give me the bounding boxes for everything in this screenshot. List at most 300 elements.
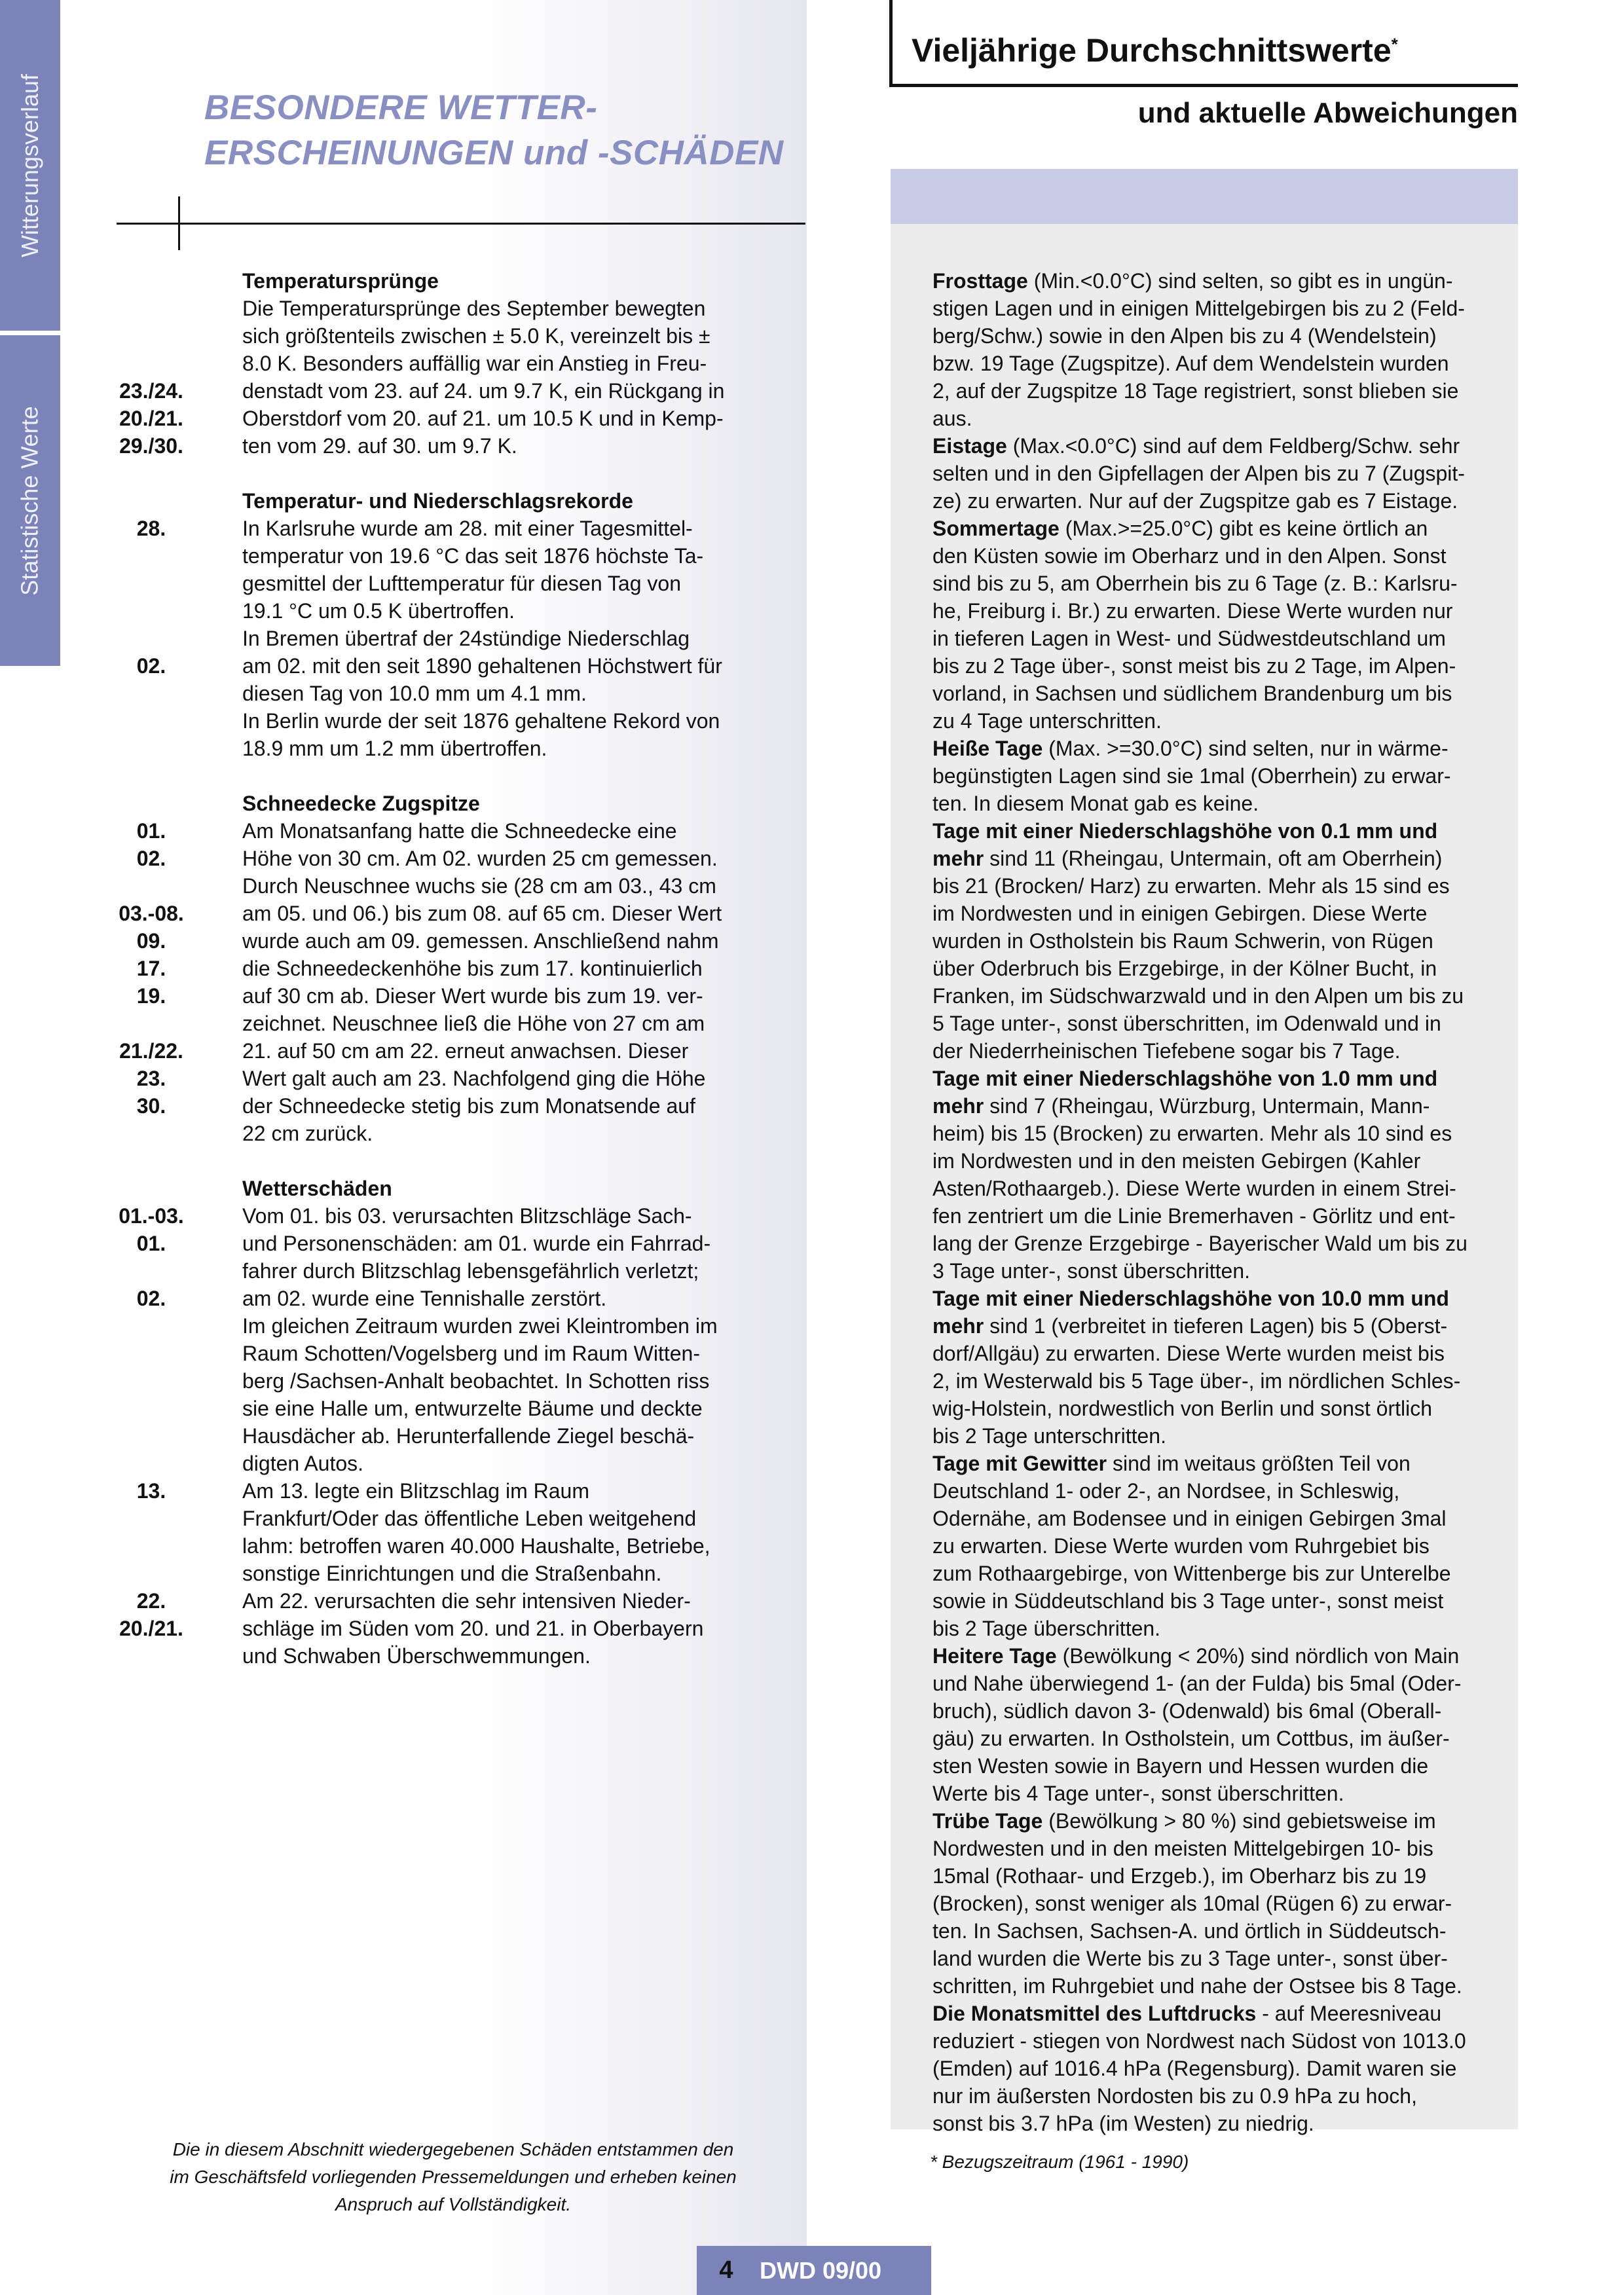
text-line xyxy=(115,1230,737,1257)
subsection-heading xyxy=(115,1175,737,1202)
line-text: bzw. 19 Tage (Zugspitze). Auf dem Wendelstein wurden xyxy=(932,352,1449,375)
side-tab-divider xyxy=(0,331,60,335)
date-label xyxy=(115,460,187,487)
date-label: 19. xyxy=(136,984,166,1008)
line-text: auf 30 cm ab. Dieser Wert wurde bis zum 19. ver- xyxy=(242,984,703,1008)
line-text: den Küsten sowie im Oberharz und in den Alpen. Sonst xyxy=(932,544,1447,568)
section-heading xyxy=(204,85,784,175)
line-text: dorf/Allgäu) zu erwarten. Diese Werte wurden meist bis xyxy=(932,1342,1445,1365)
date-label xyxy=(115,1010,187,1037)
text-line xyxy=(115,405,737,432)
subsection-heading xyxy=(115,487,737,515)
text-line xyxy=(932,1092,1509,1120)
text-line xyxy=(932,1560,1509,1587)
text-line xyxy=(932,1945,1509,1972)
page-number: 4 xyxy=(719,2256,733,2284)
text-line xyxy=(115,542,737,570)
text-line xyxy=(932,900,1509,927)
term-label: Tage mit einer Niederschlagshöhe von 10.0 mm und xyxy=(932,1287,1449,1310)
text-line xyxy=(115,817,737,845)
line-text: fen zentriert um die Linie Bremerhaven - Görlitz und ent- xyxy=(932,1204,1456,1228)
line-text: land wurden die Werte bis zu 3 Tage unter-, sonst über- xyxy=(932,1947,1448,1970)
line-text: gesmittel der Lufttemperatur für diesen Tag von xyxy=(242,572,681,595)
line-text: Schneedecke Zugspitze xyxy=(242,792,480,815)
text-line xyxy=(115,652,737,680)
date-label xyxy=(115,322,187,350)
line-text: zum Rothaargebirge, von Wittenberge bis zur Unterelbe xyxy=(932,1562,1451,1585)
term-label: Die Monatsmittel des Luftdrucks xyxy=(932,2002,1257,2025)
line-text: und Schwaben Überschwemmungen. xyxy=(242,1644,591,1668)
date-label xyxy=(115,1505,187,1532)
text-line xyxy=(932,735,1509,762)
line-text: wig-Holstein, nordwestlich von Berlin und sonst örtlich xyxy=(932,1397,1433,1420)
text-line xyxy=(115,322,737,350)
text-line xyxy=(115,707,737,735)
line-text: sind 1 (verbreitet in tieferen Lagen) bis 5 (Oberst- xyxy=(984,1314,1448,1338)
text-line xyxy=(932,1890,1509,1917)
term-label: Heitere Tage xyxy=(932,1644,1057,1668)
line-text xyxy=(187,1147,248,1175)
date-label: 20./21. xyxy=(119,1617,183,1640)
text-line xyxy=(932,1477,1509,1505)
text-line xyxy=(932,350,1509,377)
text-line xyxy=(932,1395,1509,1422)
text-line xyxy=(932,405,1509,432)
date-label xyxy=(115,1312,187,1340)
text-line xyxy=(115,625,737,652)
line-text: Deutschland 1- oder 2-, an Nordsee, in Schleswig, xyxy=(932,1479,1400,1503)
title-footnote-mark: * xyxy=(1391,34,1398,54)
page-title: Vieljährige Durchschnittswerte* xyxy=(912,32,1398,69)
text-line xyxy=(932,1780,1509,1807)
line-text: 2, im Westerwald bis 5 Tage über-, im nördlichen Schles- xyxy=(932,1369,1461,1393)
line-text: sten Westen sowie in Bayern und Hessen wurden die xyxy=(932,1754,1429,1778)
term-label: mehr xyxy=(932,847,984,870)
line-text: 18.9 mm um 1.2 mm übertroffen. xyxy=(242,737,547,760)
text-line xyxy=(115,1615,737,1642)
date-label xyxy=(115,1642,187,1670)
line-text: (Bewölkung < 20%) sind nördlich von Main xyxy=(1056,1644,1460,1668)
line-text: - auf Meeresniveau xyxy=(1256,2002,1442,2025)
text-line xyxy=(932,432,1509,460)
line-text: der Schneedecke stetig bis zum Monatsende auf xyxy=(242,1094,695,1118)
line-text: (Max. >=30.0°C) sind selten, nur in wärme- xyxy=(1043,737,1449,760)
text-line xyxy=(932,2027,1509,2055)
reference-period-note: * Bezugszeitraum (1961 - 1990) xyxy=(930,2152,1189,2172)
line-text: Oberstdorf vom 20. auf 21. um 10.5 K und in Kemp- xyxy=(242,407,724,430)
date-label xyxy=(115,267,187,295)
line-text: (Emden) auf 1016.4 hPa (Regensburg). Damit waren sie xyxy=(932,2057,1457,2080)
text-line xyxy=(932,872,1509,900)
line-text: Franken, im Südschwarzwald und in den Alpen um bis zu xyxy=(932,984,1464,1008)
note-line: im Geschäftsfeld vorliegenden Pressemeldungen und erheben keinen xyxy=(170,2167,737,2187)
text-line xyxy=(932,680,1509,707)
date-label xyxy=(115,1422,187,1450)
date-label: 20./21. xyxy=(119,407,183,430)
text-line xyxy=(932,1615,1509,1642)
text-line xyxy=(115,1285,737,1312)
line-text xyxy=(187,460,248,487)
term-label: Tage mit einer Niederschlagshöhe von 0.1 mm und xyxy=(932,819,1438,843)
line-text: (Brocken), sonst weniger als 10mal (Rügen 6) zu erwar- xyxy=(932,1892,1452,1915)
note-line: Anspruch auf Vollständigkeit. xyxy=(335,2194,572,2214)
line-text: Frankfurt/Oder das öffentliche Leben weitgehend xyxy=(242,1507,697,1530)
date-label: 09. xyxy=(136,929,166,953)
date-label: 23. xyxy=(136,1067,166,1090)
text-line xyxy=(932,1037,1509,1065)
line-text: vorland, in Sachsen und südlichem Brandenburg um bis xyxy=(932,682,1452,705)
section-heading-line-2: ERSCHEINUNGEN und -SCHÄDEN xyxy=(204,134,784,172)
line-text: Höhe von 30 cm. Am 02. wurden 25 cm gemessen. xyxy=(242,847,718,870)
date-label xyxy=(115,790,187,817)
line-text: 5 Tage unter-, sonst überschritten, im Odenwald und in xyxy=(932,1012,1441,1035)
line-text: Am 13. legte ein Blitzschlag im Raum xyxy=(242,1479,589,1503)
text-line xyxy=(115,377,737,405)
date-label xyxy=(115,1340,187,1367)
side-tab-label-1: Witterungsverlauf xyxy=(16,73,44,257)
line-text: In Karlsruhe wurde am 28. mit einer Tagesmittel- xyxy=(242,517,693,540)
text-line xyxy=(932,460,1509,487)
line-text: Temperatur- und Niederschlagsrekorde xyxy=(242,489,633,513)
line-text: aus. xyxy=(932,407,972,430)
line-text: ten. In diesem Monat gab es keine. xyxy=(932,792,1259,815)
text-line xyxy=(932,1312,1509,1340)
header-band xyxy=(891,169,1518,224)
weather-events-column xyxy=(115,267,737,1670)
line-text: Wert galt auch am 23. Nachfolgend ging die Höhe xyxy=(242,1067,706,1090)
text-line xyxy=(932,1587,1509,1615)
term-label: Frosttage xyxy=(932,269,1028,293)
line-text: temperatur von 19.6 °C das seit 1876 höchste Ta- xyxy=(242,544,704,568)
date-label xyxy=(115,1120,187,1147)
text-line xyxy=(115,927,737,955)
text-line xyxy=(115,1587,737,1615)
text-line xyxy=(115,1532,737,1560)
line-text: Die Temperatursprünge des September bewegten xyxy=(242,297,706,320)
text-line xyxy=(932,2082,1509,2110)
date-label xyxy=(115,707,187,735)
text-line xyxy=(115,1560,737,1587)
line-text: Am 22. verursachten die sehr intensiven Nieder- xyxy=(242,1589,691,1613)
publication-label: DWD 09/00 xyxy=(760,2256,882,2284)
line-text: 21. auf 50 cm am 22. erneut anwachsen. Dieser xyxy=(242,1039,689,1063)
date-label xyxy=(115,542,187,570)
line-text: 3 Tage unter-, sonst überschritten. xyxy=(932,1259,1251,1283)
line-text: am 02. wurde eine Tennishalle zerstört. xyxy=(242,1287,607,1310)
line-text: selten und in den Gipfellagen der Alpen bis zu 7 (Zugspit- xyxy=(932,462,1465,485)
text-line xyxy=(115,515,737,542)
text-line xyxy=(115,570,737,597)
text-line xyxy=(932,1422,1509,1450)
line-text: sonst bis 3.7 hPa (im Westen) zu niedrig. xyxy=(932,2112,1314,2135)
line-text: Nordwesten und in den meisten Mittelgebirgen 10- bis xyxy=(932,1837,1433,1860)
term-label: mehr xyxy=(932,1094,984,1118)
text-line xyxy=(932,487,1509,515)
line-text: he, Freiburg i. Br.) zu erwarten. Diese Werte wurden nur xyxy=(932,599,1453,623)
line-text: berg/Schw.) sowie in den Alpen bis zu 4 (Wendelstein) xyxy=(932,324,1437,348)
date-label xyxy=(115,1367,187,1395)
line-text: Temperatursprünge xyxy=(242,269,439,293)
term-label: Sommertage xyxy=(932,517,1060,540)
line-text: Am Monatsanfang hatte die Schneedecke eine xyxy=(242,819,677,843)
date-label xyxy=(115,1257,187,1285)
text-line xyxy=(932,817,1509,845)
line-text: Werte bis 4 Tage unter-, sonst überschritten. xyxy=(932,1782,1344,1805)
text-line xyxy=(115,350,737,377)
text-line xyxy=(115,762,737,790)
text-line xyxy=(115,1422,737,1450)
term-label: Heiße Tage xyxy=(932,737,1043,760)
line-text: reduziert - stiegen von Nordwest nach Südost von 1013.0 xyxy=(932,2029,1466,2053)
text-line xyxy=(932,955,1509,982)
text-line xyxy=(932,1642,1509,1670)
text-line xyxy=(932,982,1509,1010)
line-text: digten Autos. xyxy=(242,1452,364,1475)
text-line xyxy=(115,1065,737,1092)
line-text: am 02. mit den seit 1890 gehaltenen Höchstwert für xyxy=(242,654,722,678)
line-text: Hausdächer ab. Herunterfallende Ziegel beschä- xyxy=(242,1424,695,1448)
text-line xyxy=(932,377,1509,405)
text-line xyxy=(115,1450,737,1477)
text-line xyxy=(932,927,1509,955)
text-line xyxy=(115,1037,737,1065)
date-label xyxy=(115,1147,187,1175)
line-text: diesen Tag von 10.0 mm um 4.1 mm. xyxy=(242,682,587,705)
date-label: 22. xyxy=(136,1589,166,1613)
line-text: ten vom 29. auf 30. um 9.7 K. xyxy=(242,434,517,458)
line-text: heim) bis 15 (Brocken) zu erwarten. Mehr als 10 sind es xyxy=(932,1122,1452,1145)
text-line xyxy=(115,1120,737,1147)
text-line xyxy=(115,982,737,1010)
term-label: Tage mit einer Niederschlagshöhe von 1.0 mm und xyxy=(932,1067,1438,1090)
line-text: am 05. und 06.) bis zum 08. auf 65 cm. Dieser Wert xyxy=(242,902,722,925)
line-text: 2, auf der Zugspitze 18 Tage registriert, sonst blieben sie xyxy=(932,379,1459,403)
line-text: bis zu 2 Tage über-, sonst meist bis zu 2 Tage, im Alpen- xyxy=(932,654,1456,678)
text-line xyxy=(115,845,737,872)
text-line xyxy=(932,2055,1509,2082)
line-text: bis 21 (Brocken/ Harz) zu erwarten. Mehr als 15 sind es xyxy=(932,874,1450,898)
subsection-heading xyxy=(115,790,737,817)
line-text: ze) zu erwarten. Nur auf der Zugspitze gab es 7 Eistage. xyxy=(932,489,1458,513)
date-label xyxy=(115,295,187,322)
line-text: (Max.>=25.0°C) gibt es keine örtlich an xyxy=(1059,517,1428,540)
text-line xyxy=(932,1697,1509,1725)
line-text: zu erwarten. Diese Werte wurden vom Ruhrgebiet bis xyxy=(932,1534,1430,1558)
text-line xyxy=(932,652,1509,680)
line-text: wurde auch am 09. gemessen. Anschließend nahm xyxy=(242,929,719,953)
text-line xyxy=(115,1395,737,1422)
text-line xyxy=(115,900,737,927)
text-line xyxy=(115,872,737,900)
title-frame-bottom xyxy=(889,84,1518,87)
date-label xyxy=(115,735,187,762)
line-text: sie eine Halle um, entwurzelte Bäume und deckte xyxy=(242,1397,703,1420)
text-line xyxy=(932,1175,1509,1202)
term-label: mehr xyxy=(932,1314,984,1338)
text-line xyxy=(932,1285,1509,1312)
line-text: über Oderbruch bis Erzgebirge, in der Kölner Bucht, in xyxy=(932,957,1437,980)
line-text: Wetterschäden xyxy=(242,1177,392,1200)
line-text: bruch), südlich davon 3- (Odenwald) bis 6mal (Oberall- xyxy=(932,1699,1442,1723)
section-heading-line-1: BESONDERE WETTER- xyxy=(204,88,598,127)
line-text: stigen Lagen und in einigen Mittelgebirgen bis zu 2 (Feld- xyxy=(932,297,1465,320)
line-text: und Personenschäden: am 01. wurde ein Fahrrad- xyxy=(242,1232,711,1255)
date-label: 21./22. xyxy=(119,1039,183,1063)
text-line xyxy=(115,1147,737,1175)
text-line xyxy=(115,955,737,982)
date-label xyxy=(115,487,187,515)
text-line xyxy=(932,2000,1509,2027)
date-label xyxy=(115,1175,187,1202)
text-line xyxy=(115,1367,737,1395)
line-text: fahrer durch Blitzschlag lebensgefährlich verletzt; xyxy=(242,1259,699,1283)
line-text: und Nahe überwiegend 1- (an der Fulda) bis 5mal (Oder- xyxy=(932,1672,1462,1695)
text-line xyxy=(932,1340,1509,1367)
line-text: schritten, im Ruhrgebiet und nahe der Ostsee bis 8 Tage. xyxy=(932,1974,1462,1998)
line-text: Raum Schotten/Vogelsberg und im Raum Witten- xyxy=(242,1342,700,1365)
text-line xyxy=(115,1010,737,1037)
text-line xyxy=(115,680,737,707)
text-line xyxy=(932,322,1509,350)
title-frame-left xyxy=(889,0,893,87)
date-label: 01. xyxy=(136,1232,166,1255)
text-line xyxy=(932,597,1509,625)
text-line xyxy=(115,295,737,322)
line-text: lang der Grenze Erzgebirge - Bayerischer Wald um bis zu xyxy=(932,1232,1467,1255)
date-label: 03.-08. xyxy=(119,902,184,925)
text-line xyxy=(932,625,1509,652)
text-line xyxy=(932,1147,1509,1175)
text-line xyxy=(115,460,737,487)
line-text: 22 cm zurück. xyxy=(242,1122,373,1145)
text-line xyxy=(932,1972,1509,2000)
line-text: sind bis zu 5, am Oberrhein bis zu 6 Tage (z. B.: Karlsru- xyxy=(932,572,1458,595)
text-line xyxy=(932,542,1509,570)
subsection-heading xyxy=(115,267,737,295)
text-line xyxy=(932,762,1509,790)
line-text: (Min.<0.0°C) sind selten, so gibt es in ungün- xyxy=(1027,269,1453,293)
line-text: sind 7 (Rheingau, Würzburg, Untermain, Mann- xyxy=(984,1094,1430,1118)
text-line xyxy=(932,1257,1509,1285)
date-label: 01.-03. xyxy=(119,1204,184,1228)
text-line xyxy=(932,1230,1509,1257)
line-text: Odernähe, am Bodensee und in einigen Gebirgen 3mal xyxy=(932,1507,1447,1530)
text-line xyxy=(932,267,1509,295)
line-text: zeichnet. Neuschnee ließ die Höhe von 27 cm am xyxy=(242,1012,705,1035)
text-line xyxy=(932,845,1509,872)
date-label xyxy=(115,1395,187,1422)
line-text: (Bewölkung > 80 %) sind gebietsweise im xyxy=(1043,1809,1436,1833)
text-line xyxy=(932,1752,1509,1780)
text-line xyxy=(932,570,1509,597)
line-text: sowie in Süddeutschland bis 3 Tage unter-, sonst meist xyxy=(932,1589,1444,1613)
line-text: im Nordwesten und in den meisten Gebirgen (Kahler xyxy=(932,1149,1421,1173)
text-line xyxy=(932,295,1509,322)
date-label: 02. xyxy=(136,847,166,870)
date-label xyxy=(115,625,187,652)
line-text: Vom 01. bis 03. verursachten Blitzschläge Sach- xyxy=(242,1204,692,1228)
date-label xyxy=(115,597,187,625)
line-text: in tieferen Lagen in West- und Südwestdeutschland um xyxy=(932,627,1446,650)
text-line xyxy=(115,432,737,460)
line-text: bis 2 Tage überschritten. xyxy=(932,1617,1161,1640)
date-label xyxy=(115,570,187,597)
term-label: Eistage xyxy=(932,434,1007,458)
text-line xyxy=(115,735,737,762)
line-text: gäu) zu erwarten. In Ostholstein, um Cottbus, im äußer- xyxy=(932,1727,1450,1750)
line-text xyxy=(187,762,248,790)
damage-source-note xyxy=(152,2136,754,2218)
heading-rule-tick xyxy=(178,196,180,250)
term-label: Tage mit Gewitter xyxy=(932,1452,1107,1475)
text-line xyxy=(115,1202,737,1230)
text-line xyxy=(932,1835,1509,1862)
date-label: 02. xyxy=(136,1287,166,1310)
date-label: 13. xyxy=(136,1479,166,1503)
line-text: sonstige Einrichtungen und die Straßenbahn. xyxy=(242,1562,662,1585)
text-line xyxy=(932,1917,1509,1945)
line-text: 8.0 K. Besonders auffällig war ein Anstieg in Freu- xyxy=(242,352,707,375)
page-subtitle: und aktuelle Abweichungen xyxy=(1137,97,1518,129)
date-label xyxy=(115,1450,187,1477)
page-footer xyxy=(697,2246,931,2295)
line-text: begünstigten Lagen sind sie 1mal (Oberrhein) zu erwar- xyxy=(932,764,1451,788)
line-text: wurden in Ostholstein bis Raum Schwerin, von Rügen xyxy=(932,929,1433,953)
line-text: ten. In Sachsen, Sachsen-A. und örtlich in Süddeutsch- xyxy=(932,1919,1447,1943)
line-text: bis 2 Tage unterschritten. xyxy=(932,1424,1166,1448)
line-text: In Berlin wurde der seit 1876 gehaltene Rekord von xyxy=(242,709,720,733)
date-label xyxy=(115,350,187,377)
text-line xyxy=(932,1725,1509,1752)
text-line xyxy=(932,1120,1509,1147)
line-text: (Max.<0.0°C) sind auf dem Feldberg/Schw. sehr xyxy=(1006,434,1460,458)
date-label: 23./24. xyxy=(119,379,183,403)
text-line xyxy=(932,515,1509,542)
text-line xyxy=(932,1450,1509,1477)
line-text: 15mal (Rothaar- und Erzgeb.), im Oberharz bis zu 19 xyxy=(932,1864,1427,1888)
text-line xyxy=(115,1257,737,1285)
date-label: 01. xyxy=(136,819,166,843)
date-label: 28. xyxy=(136,517,166,540)
line-text: nur im äußersten Nordosten bis zu 0.9 hPa zu hoch, xyxy=(932,2084,1417,2108)
line-text: im Nordwesten und in einigen Gebirgen. Diese Werte xyxy=(932,902,1428,925)
term-label: Trübe Tage xyxy=(932,1809,1043,1833)
date-label: 29./30. xyxy=(119,434,183,458)
line-text: Durch Neuschnee wuchs sie (28 cm am 03., 43 cm xyxy=(242,874,716,898)
text-line xyxy=(932,1202,1509,1230)
side-tab-label-2: Statistische Werte xyxy=(16,405,44,596)
date-label xyxy=(115,1560,187,1587)
line-text: Im gleichen Zeitraum wurden zwei Kleintromben im xyxy=(242,1314,718,1338)
date-label: 17. xyxy=(136,957,166,980)
text-line xyxy=(932,1010,1509,1037)
line-text: denstadt vom 23. auf 24. um 9.7 K, ein Rückgang in xyxy=(242,379,725,403)
text-line xyxy=(932,790,1509,817)
text-line xyxy=(115,1505,737,1532)
line-text: Asten/Rothaargeb.). Diese Werte wurden in einem Strei- xyxy=(932,1177,1456,1200)
line-text: lahm: betroffen waren 40.000 Haushalte, Betriebe, xyxy=(242,1534,710,1558)
text-line xyxy=(932,707,1509,735)
line-text: der Niederrheinischen Tiefebene sogar bis 7 Tage. xyxy=(932,1039,1401,1063)
note-line: Die in diesem Abschnitt wiedergegebenen Schäden entstammen den xyxy=(172,2139,734,2159)
text-line xyxy=(115,597,737,625)
text-line xyxy=(932,1862,1509,1890)
text-line xyxy=(932,1807,1509,1835)
date-label xyxy=(115,680,187,707)
text-line xyxy=(115,1477,737,1505)
line-text: sich größtenteils zwischen ± 5.0 K, vereinzelt bis ± xyxy=(242,324,710,348)
date-label xyxy=(115,1532,187,1560)
